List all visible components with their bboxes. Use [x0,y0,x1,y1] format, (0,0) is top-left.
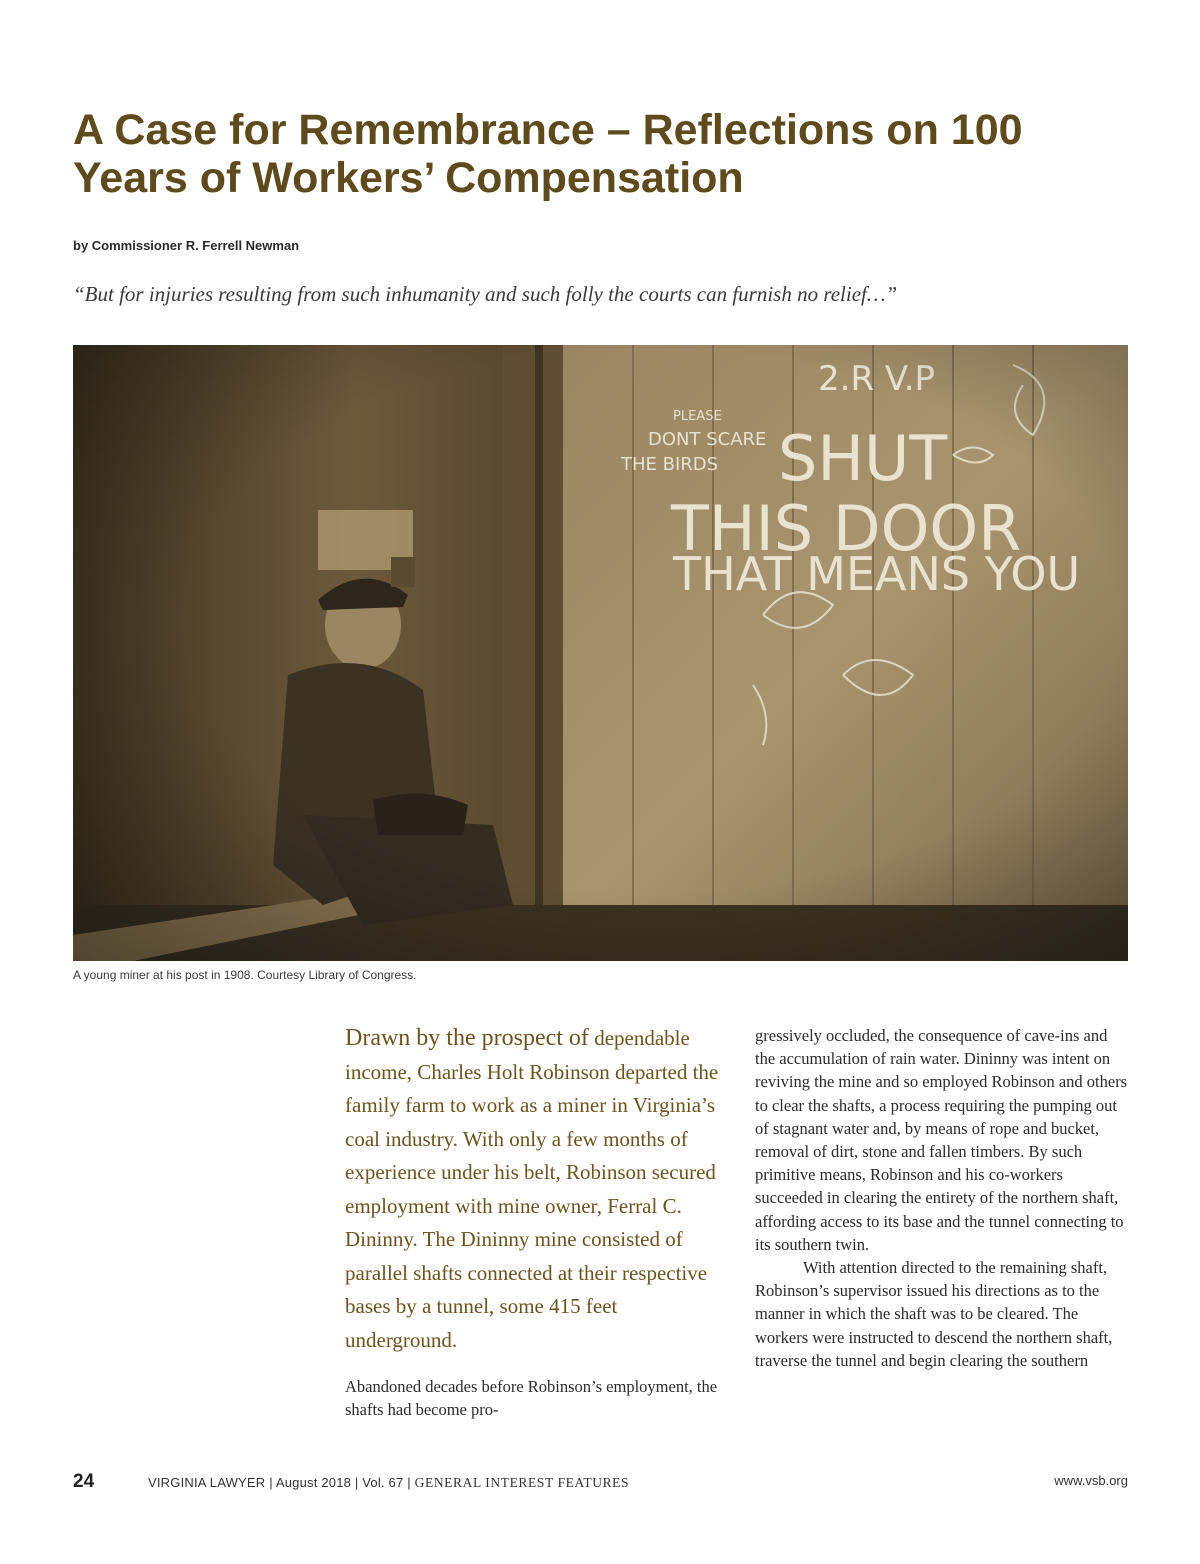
body-paragraph-2: gressively occluded, the consequence of cave-ins and the accumulation of rain water. Dininny was intent on reviving the mine and so employed Robinson and others to clear the shafts, a process requiring the pumping out of stagnant water and, by means of rope and bucket, removal of dirt, stone and fallen timbers. By such primitive means, Robinson and his co-workers succeeded in clearing the entirety of the northern shaft, affording access to its base and the tunnel connecting to its southern twin. [755,1026,1128,1254]
article-column-1 [345,1022,720,1421]
byline: by Commissioner R. Ferrell Newman [73,238,300,253]
photo-caption: A young miner at his post in 1908. Courtesy Library of Congress. [73,968,417,982]
publication-name: VIRGINIA LAWYER | August 2018 | Vol. 67 | [148,1475,411,1490]
epigraph-quote: “But for injuries resulting from such inhumanity and such folly the courts can furnish no relief…” [73,282,898,306]
website-link[interactable]: www.vsb.org [1054,1473,1128,1488]
title-line-1: A Case for Remembrance – Reflections on 100 [73,106,1023,154]
article-title [73,106,1133,202]
body-paragraph-1: Abandoned decades before Robinson’s employment, the shafts had become pro- [345,1377,718,1419]
page-footer [73,1471,1128,1495]
body-paragraph-3: With attention directed to the remaining shaft, Robinson’s supervisor issued his directions as to the manner in which the shaft was to be cleared. The workers were instructed to descend the northern shaft, traverse the tunnel and begin clearing the southern [755,1258,1113,1370]
title-line-2: Years of Workers’ Compensation [73,154,744,202]
lead-paragraph [345,1022,720,1357]
lead-text: dependable income, Charles Holt Robinson departed the family farm to work as a miner in Virginia’s coal industry. With only a few months of experience under his belt, Robinson secured employment with mine owner, Ferral C. Dininny. The Dininny mine consisted of parallel shafts connected at their respective bases by a tunnel, some 415 feet underground. [345,1026,719,1352]
publication-info [148,1475,629,1491]
page-number: 24 [73,1471,95,1492]
section-name: GENERAL INTEREST FEATURES [414,1475,630,1490]
article-column-2 [755,1024,1130,1372]
photo-illustration [73,345,1128,961]
lead-opening: Drawn by the prospect of [345,1025,589,1051]
miner-photograph [73,345,1128,961]
